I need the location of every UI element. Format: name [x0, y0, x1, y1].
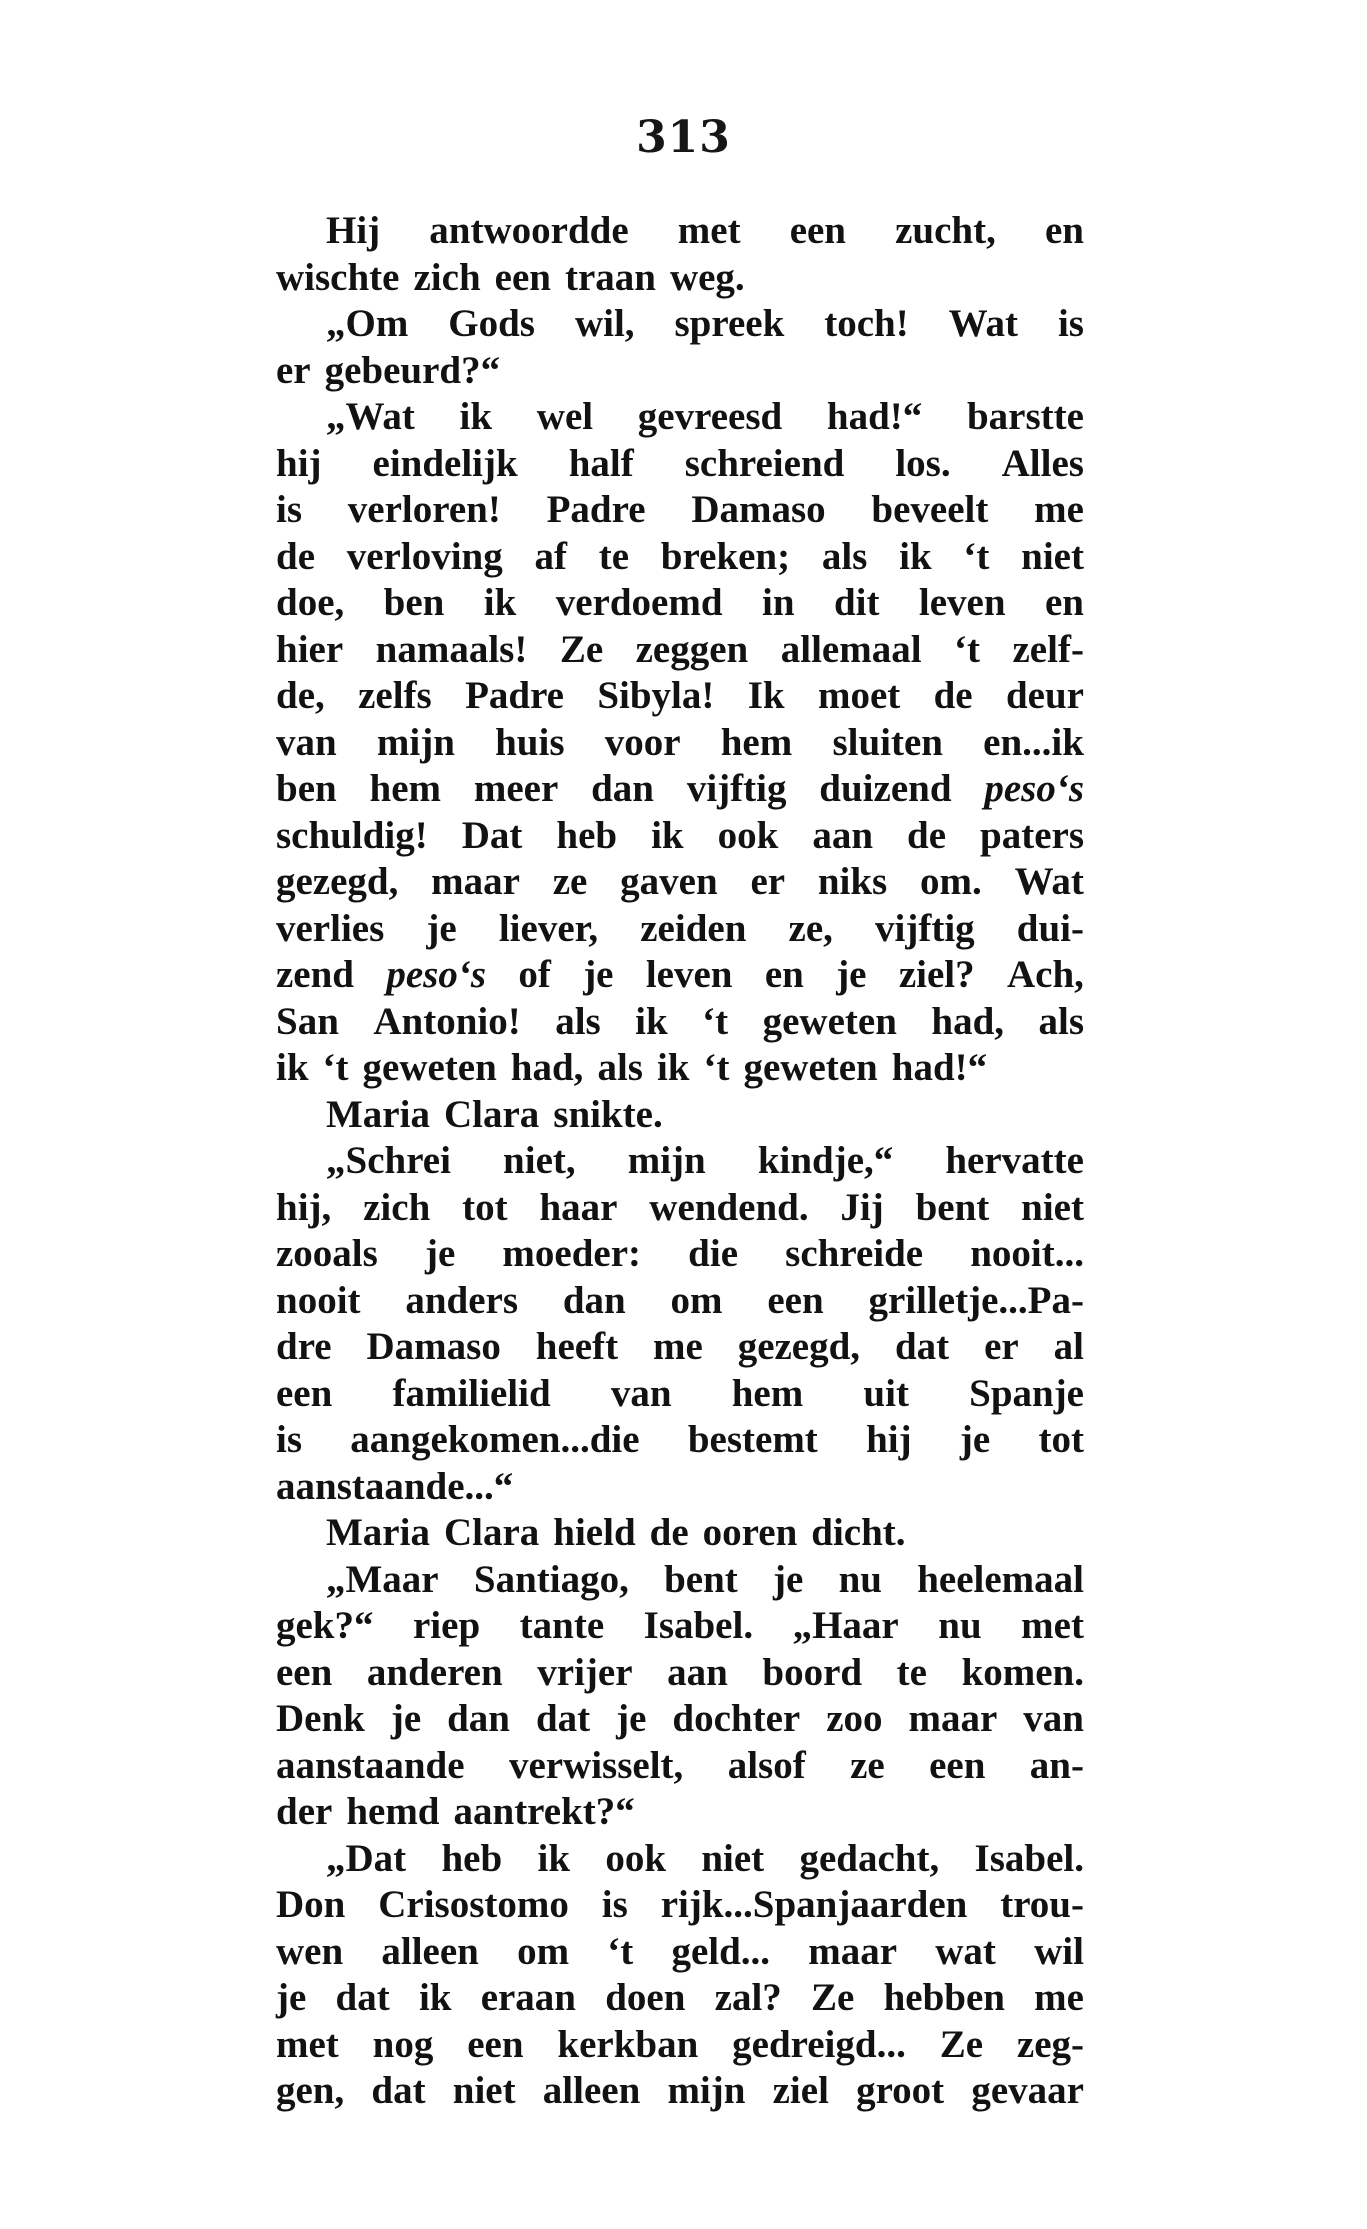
text-line: is aangekomen...die bestemt hij je tot — [276, 1418, 1084, 1461]
text-line: „Wat ik wel gevreesd had!“ barstte — [326, 395, 1084, 438]
text-line: zend peso‘s of je leven en je ziel? Ach, — [276, 953, 1084, 996]
text-line: een familielid van hem uit Spanje — [276, 1371, 1084, 1415]
text-line: Maria Clara snikte. — [326, 1092, 663, 1136]
text-line: „Maar Santiago, bent je nu heelemaal — [326, 1557, 1084, 1601]
text-line: gezegd, maar ze gaven er niks om. Wat — [276, 860, 1084, 903]
page-number: 313 — [636, 112, 731, 163]
text-line: wischte zich een traan weg. — [276, 255, 745, 299]
text-line: de, zelfs Padre Sibyla! Ik moet de deur — [276, 674, 1084, 717]
text-line: gen, dat niet alleen mijn ziel groot gevaar — [276, 2069, 1084, 2112]
text-line: ik ‘t geweten had, als ik ‘t geweten had!“ — [276, 1046, 988, 1089]
text-line: zooals je moeder: die schreide nooit... — [276, 1232, 1084, 1275]
text-line: nooit anders dan om een grilletje...Pa- — [276, 1278, 1084, 1322]
text-line: van mijn huis voor hem sluiten en...ik — [276, 720, 1084, 764]
text-line: je dat ik eraan doen zal? Ze hebben me — [276, 1976, 1084, 2019]
text-line: ben hem meer dan vijftig duizend peso‘s — [276, 767, 1084, 810]
text-line: een anderen vrijer aan boord te komen. — [276, 1650, 1084, 1694]
text-line: Hij antwoordde met een zucht, en — [326, 209, 1084, 252]
text-line: San Antonio! als ik ‘t geweten had, als — [276, 999, 1084, 1043]
text-line: hier namaals! Ze zeggen allemaal ‘t zelf- — [276, 627, 1084, 671]
text-line: doe, ben ik verdoemd in dit leven en — [276, 581, 1084, 624]
text-line: der hemd aantrekt?“ — [276, 1790, 635, 1833]
text-line: de verloving af te breken; als ik ‘t niet — [276, 534, 1084, 578]
text-line: Denk je dan dat je dochter zoo maar van — [276, 1697, 1084, 1740]
text-line: dre Damaso heeft me gezegd, dat er al — [276, 1325, 1084, 1368]
text-line: met nog een kerkban gedreigd... Ze zeg- — [276, 2022, 1084, 2066]
body-text — [276, 208, 1084, 2115]
text-line: „Om Gods wil, spreek toch! Wat is — [326, 302, 1084, 345]
text-line: aanstaande...“ — [276, 1464, 514, 1508]
text-line: aanstaande verwisselt, alsof ze een an- — [276, 1743, 1084, 1787]
text-line: „Schrei niet, mijn kindje,“ hervatte — [326, 1139, 1084, 1182]
text-line: „Dat heb ik ook niet gedacht, Isabel. — [326, 1836, 1084, 1880]
text-line: Don Crisostomo is rijk...Spanjaarden trou- — [276, 1883, 1084, 1926]
text-line: is verloren! Padre Damaso beveelt me — [276, 488, 1084, 531]
text-line: hij, zich tot haar wendend. Jij bent niet — [276, 1185, 1084, 1229]
text-line: gek?“ riep tante Isabel. „Haar nu met — [276, 1604, 1084, 1647]
text-line: wen alleen om ‘t geld... maar wat wil — [276, 1929, 1084, 1973]
text-line: Maria Clara hield de ooren dicht. — [326, 1511, 906, 1554]
text-line: schuldig! Dat heb ik ook aan de paters — [276, 813, 1084, 857]
text-line: verlies je liever, zeiden ze, vijftig dui- — [276, 906, 1084, 950]
text-line: er gebeurd?“ — [276, 348, 501, 392]
text-line: hij eindelijk half schreiend los. Alles — [276, 441, 1084, 485]
